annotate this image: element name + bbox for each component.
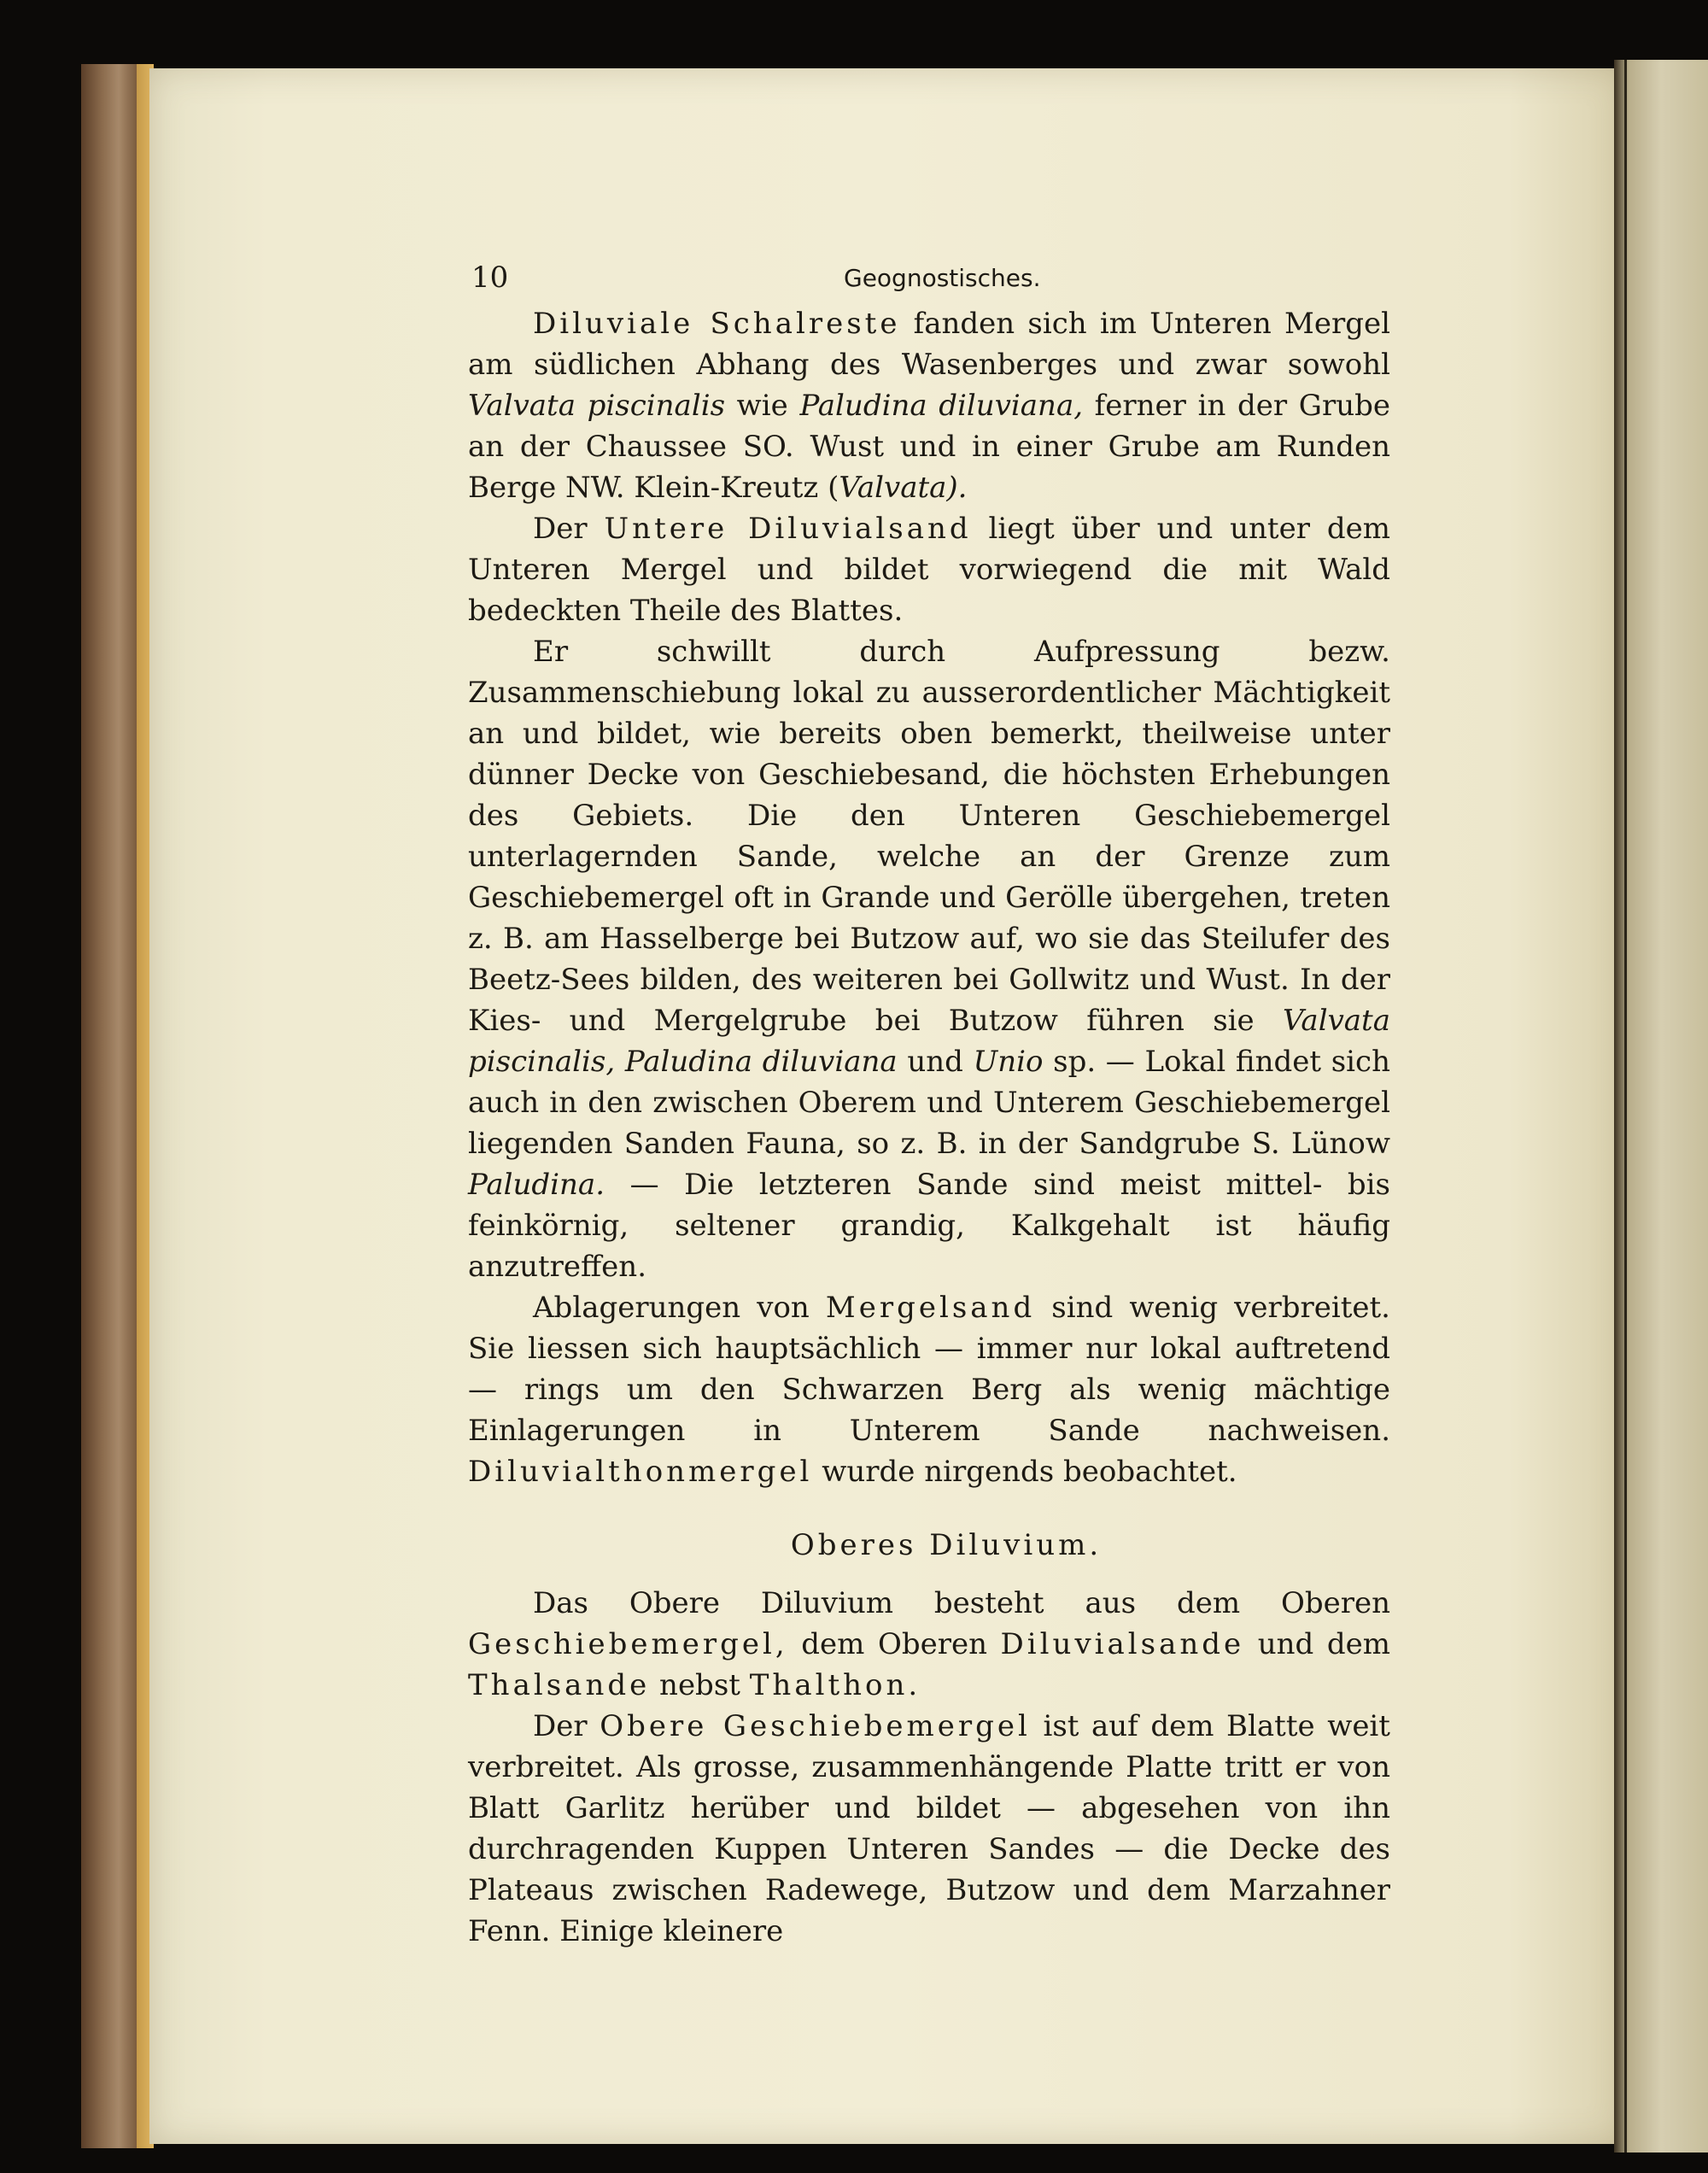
text-run: wurde nirgends beobachtet. — [812, 1455, 1237, 1489]
text-run: nebst — [650, 1668, 750, 1702]
text-run: wie — [725, 389, 800, 423]
spaced-term: Diluvialthonmergel — [468, 1455, 813, 1489]
binding-line — [1624, 60, 1627, 2152]
paragraph-aufpressung — [468, 631, 1390, 1287]
page-text — [468, 252, 1390, 1952]
species-name: Paludina diluviana — [624, 1045, 898, 1079]
text-run: Das Obere Diluvium besteht aus dem Oberen — [533, 1586, 1390, 1620]
species-name: Valvata). — [839, 471, 968, 505]
species-name: Paludina diluviana, — [799, 389, 1084, 423]
facing-page-edge — [1614, 60, 1708, 2152]
spaced-term: Thalthon. — [749, 1668, 921, 1702]
spaced-term: Mergelsand — [825, 1291, 1036, 1325]
running-head — [468, 252, 1390, 303]
species-name: Paludina. — [468, 1168, 605, 1202]
text-run: Der — [533, 512, 605, 546]
species-name: Unio — [973, 1045, 1044, 1079]
spaced-term: Diluvialsande — [1000, 1627, 1245, 1661]
text-run: Ablagerungen von — [533, 1291, 826, 1325]
text-run: dem Oberen — [787, 1627, 1001, 1661]
spaced-term: Untere Diluvialsand — [604, 512, 972, 546]
text-run: ist auf dem Blatte weit verbreitet. Als grosse, zusammenhängende Platte tritt er von Blatt Garlitz herüber und bildet — abgesehen von ihn durchragenden Kuppen Unteren Sandes — die Decke des Plateaus zwischen Radewege, Butzow und dem Marzahner Fenn. Einige kleinere — [468, 1709, 1390, 1948]
text-run: sind wenig verbreitet. Sie liessen sich hauptsächlich — immer nur lokal auftretend — rings um den Schwarzen Berg als wenig mächtige Einlagerungen in Unterem Sande nachweisen. — [468, 1291, 1390, 1448]
text-run: — Die letzteren Sande sind meist mittel- bis feinkörnig, seltener grandig, Kalkgehalt ist häufig anzutreffen. — [468, 1168, 1390, 1284]
text-run: und — [897, 1045, 974, 1079]
spaced-term: Thalsande — [468, 1668, 651, 1702]
page-number: 10 — [471, 261, 509, 295]
paragraph-unterer-diluvialsand — [468, 508, 1390, 631]
text-run: Der — [533, 1709, 600, 1743]
paragraph-mergelsand — [468, 1287, 1390, 1492]
text-run: liegt über und unter dem Unteren Mergel und bildet vorwiegend die mit Wald bedeckten Theile des Blattes. — [468, 512, 1390, 628]
text-run: fanden sich im Unteren Mergel am südlichen Abhang des Wasenberges und zwar sowohl — [468, 307, 1390, 382]
paragraph-oberes-diluvium — [468, 1583, 1390, 1706]
species-name: Valvata piscinalis — [468, 389, 726, 423]
paragraph-oberer-geschiebemergel — [468, 1706, 1390, 1952]
text-run — [615, 1045, 625, 1079]
species-name: Valvata piscinalis, — [468, 1004, 1390, 1079]
spaced-term: Geschiebemergel, — [468, 1627, 788, 1661]
spaced-term: Diluviale Schalreste — [533, 307, 901, 341]
text-run: sp. — Lokal findet sich auch in den zwischen Oberem und Unterem Geschiebemergel liegenden Sanden Fauna, so z. B. in der Sandgrube S. Lünow — [468, 1045, 1390, 1161]
text-run: und dem — [1244, 1627, 1390, 1661]
running-title: Geognostisches. — [844, 264, 1041, 292]
paragraph-schalreste — [468, 303, 1390, 508]
spaced-term: Obere Geschiebemergel — [600, 1709, 1031, 1743]
section-heading: Oberes Diluvium. — [790, 1528, 1103, 1562]
text-run: Er schwillt durch Aufpressung bezw. Zusammenschiebung lokal zu ausserordentlicher Mächtigkeit an und bildet, wie bereits oben bemerkt, theilweise unter dünner Decke von Geschiebesand, die höchsten Erhebungen des Gebiets. Die den Unteren Geschiebemergel unterlagernden Sande, welche an der Grenze zum Geschiebemergel oft in Grande und Gerölle übergehen, treten z. B. am Hasselberge bei Butzow auf, wo sie das Steilufer des Beetz-Sees bilden, des weiteren bei Gollwitz und Wust. In der Kies- und Mergelgrube bei Butzow führen sie — [468, 635, 1390, 1038]
text-run: ferner in der Grube an der Chaussee SO. Wust und in einer Grube am Runden Berge NW. Klein-Kreutz ( — [468, 389, 1390, 505]
